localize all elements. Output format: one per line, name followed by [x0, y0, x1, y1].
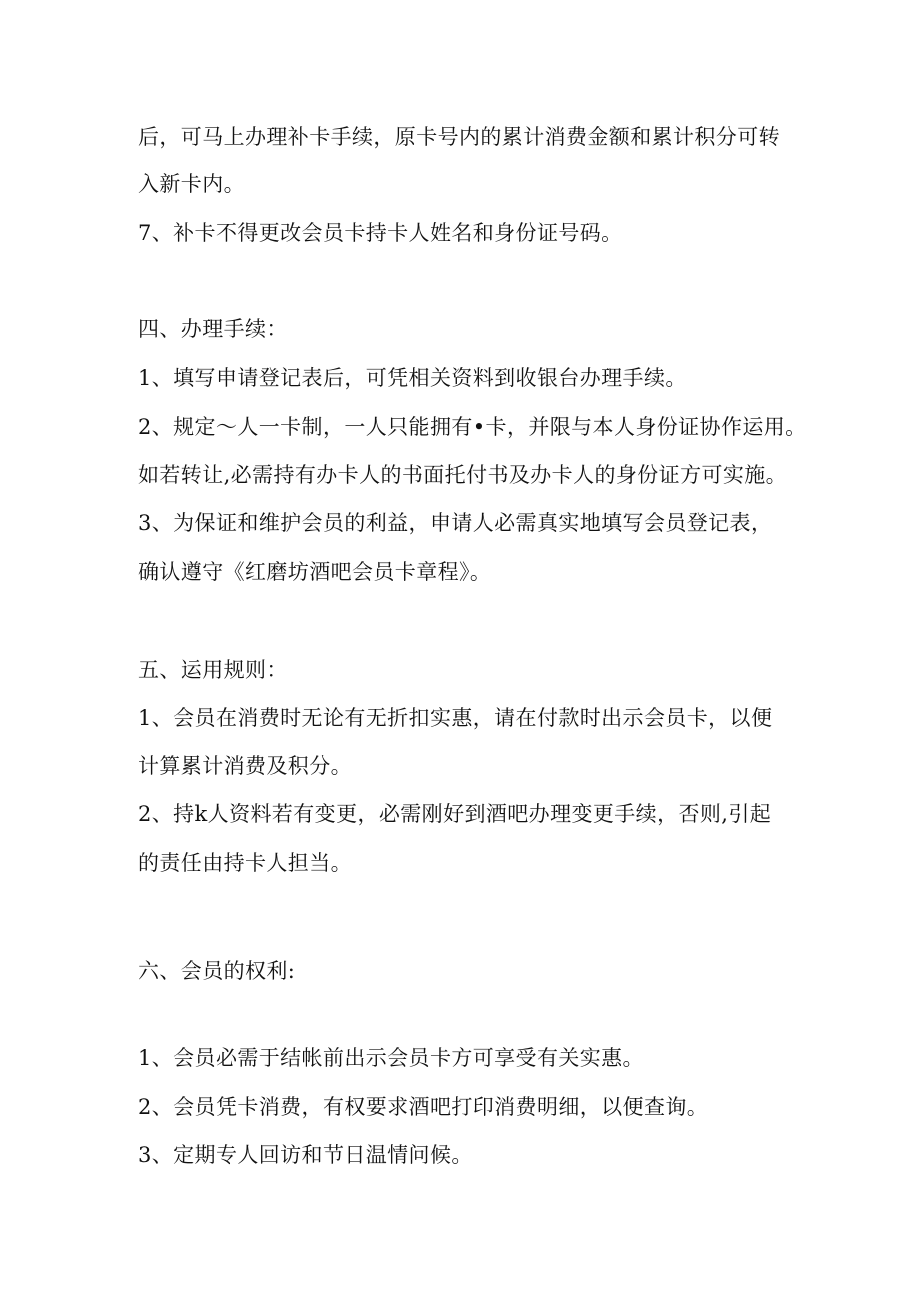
- list-item: 2、会员凭卡消费，有权要求酒吧打印消费明细，以便查询。: [138, 1095, 709, 1119]
- list-item: 1、填写申请登记表后，可凭相关资料到收银台办理手续。: [138, 366, 687, 390]
- list-item: 3、为保证和维护会员的利益，申请人必需真实地填写会员登记表，: [138, 511, 773, 535]
- list-item: 7、补卡不得更改会员卡持卡人姓名和身份证号码。: [138, 221, 623, 245]
- list-item: 2、规定～人一卡制，一人只能拥有•卡，并限与本人身份证协作运用。: [138, 415, 807, 439]
- paragraph-line: 的责任由持卡人担当。: [138, 851, 352, 875]
- list-item: 2、持k人资料若有变更，必需刚好到酒吧办理变更手续，否则,引起: [138, 802, 772, 826]
- paragraph-line: 计算累计消费及积分。: [138, 754, 352, 778]
- section-heading: 六、会员的权利:: [138, 959, 296, 983]
- paragraph-line: 入新卡内。: [138, 172, 245, 196]
- section-heading: 五、运用规则：: [138, 658, 288, 682]
- list-item: 3、定期专人回访和节日温情问候。: [138, 1143, 473, 1167]
- list-item: 1、会员必需于结帐前出示会员卡方可享受有关实惠。: [138, 1046, 644, 1070]
- list-item: 1、会员在消费时无论有无折扣实惠，请在付款时出示会员卡，以便: [138, 706, 773, 730]
- paragraph-line: 如若转让,必需持有办卡人的书面托付书及办卡人的身份证方可实施。: [138, 463, 788, 487]
- paragraph-line: 后，可马上办理补卡手续，原卡号内的累计消费金额和累计积分可转: [138, 125, 780, 149]
- paragraph-line: 确认遵守《红磨坊酒吧会员卡章程》。: [138, 560, 492, 584]
- section-heading: 四、办理手续：: [138, 317, 288, 341]
